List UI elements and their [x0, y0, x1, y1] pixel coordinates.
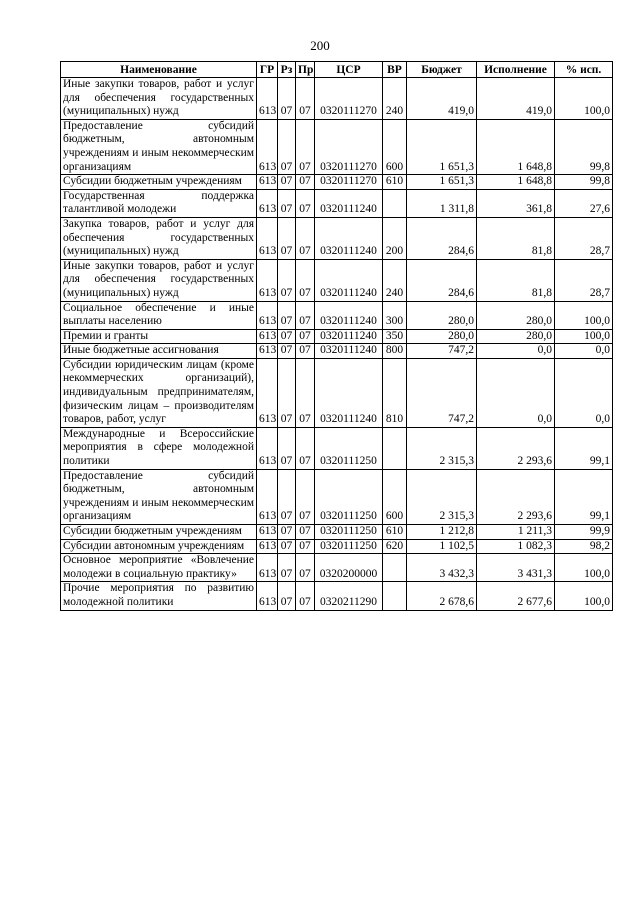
row-name: Иные закупки товаров, работ и услуг для обеспечения государственных (муниципальных) нужд [61, 259, 257, 301]
row-execution: 280,0 [477, 329, 555, 344]
table-row [61, 119, 613, 174]
row-budget: 1 311,8 [407, 189, 477, 217]
row-pct: 100,0 [555, 329, 613, 344]
row-budget: 1 651,3 [407, 119, 477, 174]
row-budget: 280,0 [407, 329, 477, 344]
row-pr: 07 [296, 329, 315, 344]
row-vr: 350 [383, 329, 407, 344]
row-rz: 07 [278, 554, 296, 582]
row-gr: 613 [257, 554, 278, 582]
row-rz: 07 [278, 469, 296, 524]
row-pr: 07 [296, 427, 315, 469]
row-pr: 07 [296, 78, 315, 120]
row-rz: 07 [278, 427, 296, 469]
table-header-row [61, 62, 613, 78]
row-gr: 613 [257, 427, 278, 469]
row-name: Международные и Всероссийские мероприятия в сфере молодежной политики [61, 427, 257, 469]
row-name: Иные закупки товаров, работ и услуг для обеспечения государственных (муниципальных) нужд [61, 78, 257, 120]
header-csr: ЦСР [315, 62, 383, 78]
row-pct: 100,0 [555, 301, 613, 329]
row-pr: 07 [296, 358, 315, 427]
row-csr: 0320111250 [315, 427, 383, 469]
row-gr: 613 [257, 358, 278, 427]
row-name: Закупка товаров, работ и услуг для обеспечения государственных (муниципальных) нужд [61, 217, 257, 259]
budget-execution-table [60, 61, 613, 611]
table-row [61, 259, 613, 301]
row-pct: 99,8 [555, 175, 613, 190]
table-row [61, 358, 613, 427]
table-row [61, 301, 613, 329]
row-budget: 2 315,3 [407, 469, 477, 524]
row-csr: 0320111250 [315, 525, 383, 540]
row-vr [383, 582, 407, 610]
row-budget: 747,2 [407, 358, 477, 427]
row-csr: 0320111240 [315, 358, 383, 427]
row-rz: 07 [278, 217, 296, 259]
row-vr: 300 [383, 301, 407, 329]
row-name: Социальное обеспечение и иные выплаты населению [61, 301, 257, 329]
row-pct: 99,8 [555, 119, 613, 174]
row-vr: 620 [383, 539, 407, 554]
row-pr: 07 [296, 554, 315, 582]
row-budget: 747,2 [407, 344, 477, 359]
row-pr: 07 [296, 189, 315, 217]
row-pct: 0,0 [555, 344, 613, 359]
row-gr: 613 [257, 329, 278, 344]
table-row [61, 582, 613, 610]
row-rz: 07 [278, 329, 296, 344]
row-gr: 613 [257, 301, 278, 329]
row-csr: 0320200000 [315, 554, 383, 582]
row-gr: 613 [257, 582, 278, 610]
row-vr: 610 [383, 525, 407, 540]
row-pr: 07 [296, 175, 315, 190]
page-number: 200 [310, 38, 330, 53]
row-pr: 07 [296, 301, 315, 329]
table-body [61, 78, 613, 611]
row-execution: 0,0 [477, 358, 555, 427]
row-rz: 07 [278, 358, 296, 427]
row-name: Основное мероприятие «Вовлечение молодежи в социальную практику» [61, 554, 257, 582]
row-csr: 0320111240 [315, 344, 383, 359]
row-pr: 07 [296, 344, 315, 359]
header-pct: % исп. [555, 62, 613, 78]
row-csr: 0320111240 [315, 217, 383, 259]
row-budget: 1 651,3 [407, 175, 477, 190]
row-csr: 0320111240 [315, 259, 383, 301]
row-csr: 0320111240 [315, 189, 383, 217]
row-rz: 07 [278, 119, 296, 174]
row-execution: 81,8 [477, 217, 555, 259]
row-gr: 613 [257, 78, 278, 120]
row-gr: 613 [257, 469, 278, 524]
row-gr: 613 [257, 217, 278, 259]
row-rz: 07 [278, 525, 296, 540]
row-budget: 1 102,5 [407, 539, 477, 554]
row-execution: 1 648,8 [477, 175, 555, 190]
row-execution: 2 293,6 [477, 469, 555, 524]
row-budget: 3 432,3 [407, 554, 477, 582]
row-name: Субсидии бюджетным учреждениям [61, 175, 257, 190]
row-vr [383, 189, 407, 217]
row-budget: 280,0 [407, 301, 477, 329]
row-vr: 800 [383, 344, 407, 359]
row-gr: 613 [257, 539, 278, 554]
row-pct: 28,7 [555, 217, 613, 259]
row-execution: 81,8 [477, 259, 555, 301]
row-pr: 07 [296, 119, 315, 174]
row-rz: 07 [278, 582, 296, 610]
table-row [61, 217, 613, 259]
row-pr: 07 [296, 217, 315, 259]
header-budget: Бюджет [407, 62, 477, 78]
row-budget: 419,0 [407, 78, 477, 120]
header-rz: Рз [278, 62, 296, 78]
table-row [61, 554, 613, 582]
row-pct: 0,0 [555, 358, 613, 427]
row-gr: 613 [257, 175, 278, 190]
row-execution: 361,8 [477, 189, 555, 217]
row-name: Предоставление субсидий бюджетным, автономным учреждениям и иным некоммерческим организациям [61, 119, 257, 174]
row-budget: 284,6 [407, 259, 477, 301]
row-name: Субсидии юридическим лицам (кроме некоммерческих организаций), индивидуальным предпринимателям, физическим лицам – производителям товаров, работ, услуг [61, 358, 257, 427]
row-rz: 07 [278, 189, 296, 217]
row-pct: 98,2 [555, 539, 613, 554]
row-vr [383, 554, 407, 582]
row-budget: 1 212,8 [407, 525, 477, 540]
row-rz: 07 [278, 175, 296, 190]
row-rz: 07 [278, 539, 296, 554]
table-row [61, 525, 613, 540]
row-vr: 240 [383, 78, 407, 120]
row-name: Субсидии автономным учреждениям [61, 539, 257, 554]
row-csr: 0320111270 [315, 175, 383, 190]
row-budget: 284,6 [407, 217, 477, 259]
row-execution: 1 648,8 [477, 119, 555, 174]
row-execution: 2 293,6 [477, 427, 555, 469]
row-pr: 07 [296, 259, 315, 301]
row-name: Иные бюджетные ассигнования [61, 344, 257, 359]
table-row [61, 427, 613, 469]
row-pct: 28,7 [555, 259, 613, 301]
row-name: Субсидии бюджетным учреждениям [61, 525, 257, 540]
row-pct: 99,1 [555, 469, 613, 524]
row-execution: 280,0 [477, 301, 555, 329]
row-execution: 1 082,3 [477, 539, 555, 554]
table-row [61, 78, 613, 120]
row-csr: 0320111270 [315, 78, 383, 120]
row-pct: 27,6 [555, 189, 613, 217]
row-rz: 07 [278, 259, 296, 301]
row-pct: 100,0 [555, 554, 613, 582]
row-execution: 3 431,3 [477, 554, 555, 582]
row-gr: 613 [257, 259, 278, 301]
row-execution: 419,0 [477, 78, 555, 120]
row-vr: 810 [383, 358, 407, 427]
header-name: Наименование [61, 62, 257, 78]
row-pr: 07 [296, 582, 315, 610]
row-vr [383, 427, 407, 469]
row-vr: 200 [383, 217, 407, 259]
row-name: Государственная поддержка талантливой молодежи [61, 189, 257, 217]
row-budget: 2 678,6 [407, 582, 477, 610]
row-budget: 2 315,3 [407, 427, 477, 469]
table-row [61, 344, 613, 359]
row-csr: 0320111250 [315, 469, 383, 524]
row-rz: 07 [278, 301, 296, 329]
row-pr: 07 [296, 539, 315, 554]
row-csr: 0320111250 [315, 539, 383, 554]
header-pr: Пр [296, 62, 315, 78]
row-pr: 07 [296, 469, 315, 524]
row-csr: 0320111270 [315, 119, 383, 174]
table-row [61, 329, 613, 344]
row-execution: 1 211,3 [477, 525, 555, 540]
row-vr: 600 [383, 119, 407, 174]
row-rz: 07 [278, 78, 296, 120]
row-pct: 99,1 [555, 427, 613, 469]
row-execution: 0,0 [477, 344, 555, 359]
table-row [61, 539, 613, 554]
header-execution: Исполнение [477, 62, 555, 78]
row-pct: 100,0 [555, 582, 613, 610]
row-gr: 613 [257, 189, 278, 217]
row-pr: 07 [296, 525, 315, 540]
row-pct: 99,9 [555, 525, 613, 540]
table-row [61, 175, 613, 190]
row-execution: 2 677,6 [477, 582, 555, 610]
row-gr: 613 [257, 344, 278, 359]
row-vr: 240 [383, 259, 407, 301]
table-row [61, 469, 613, 524]
table-row [61, 189, 613, 217]
row-name: Премии и гранты [61, 329, 257, 344]
row-vr: 600 [383, 469, 407, 524]
row-csr: 0320111240 [315, 329, 383, 344]
row-rz: 07 [278, 344, 296, 359]
row-name: Прочие мероприятия по развитию молодежной политики [61, 582, 257, 610]
row-csr: 0320211290 [315, 582, 383, 610]
row-gr: 613 [257, 525, 278, 540]
row-name: Предоставление субсидий бюджетным, автономным учреждениям и иным некоммерческим организациям [61, 469, 257, 524]
row-vr: 610 [383, 175, 407, 190]
header-vr: ВР [383, 62, 407, 78]
row-pct: 100,0 [555, 78, 613, 120]
header-gr: ГР [257, 62, 278, 78]
row-gr: 613 [257, 119, 278, 174]
row-csr: 0320111240 [315, 301, 383, 329]
